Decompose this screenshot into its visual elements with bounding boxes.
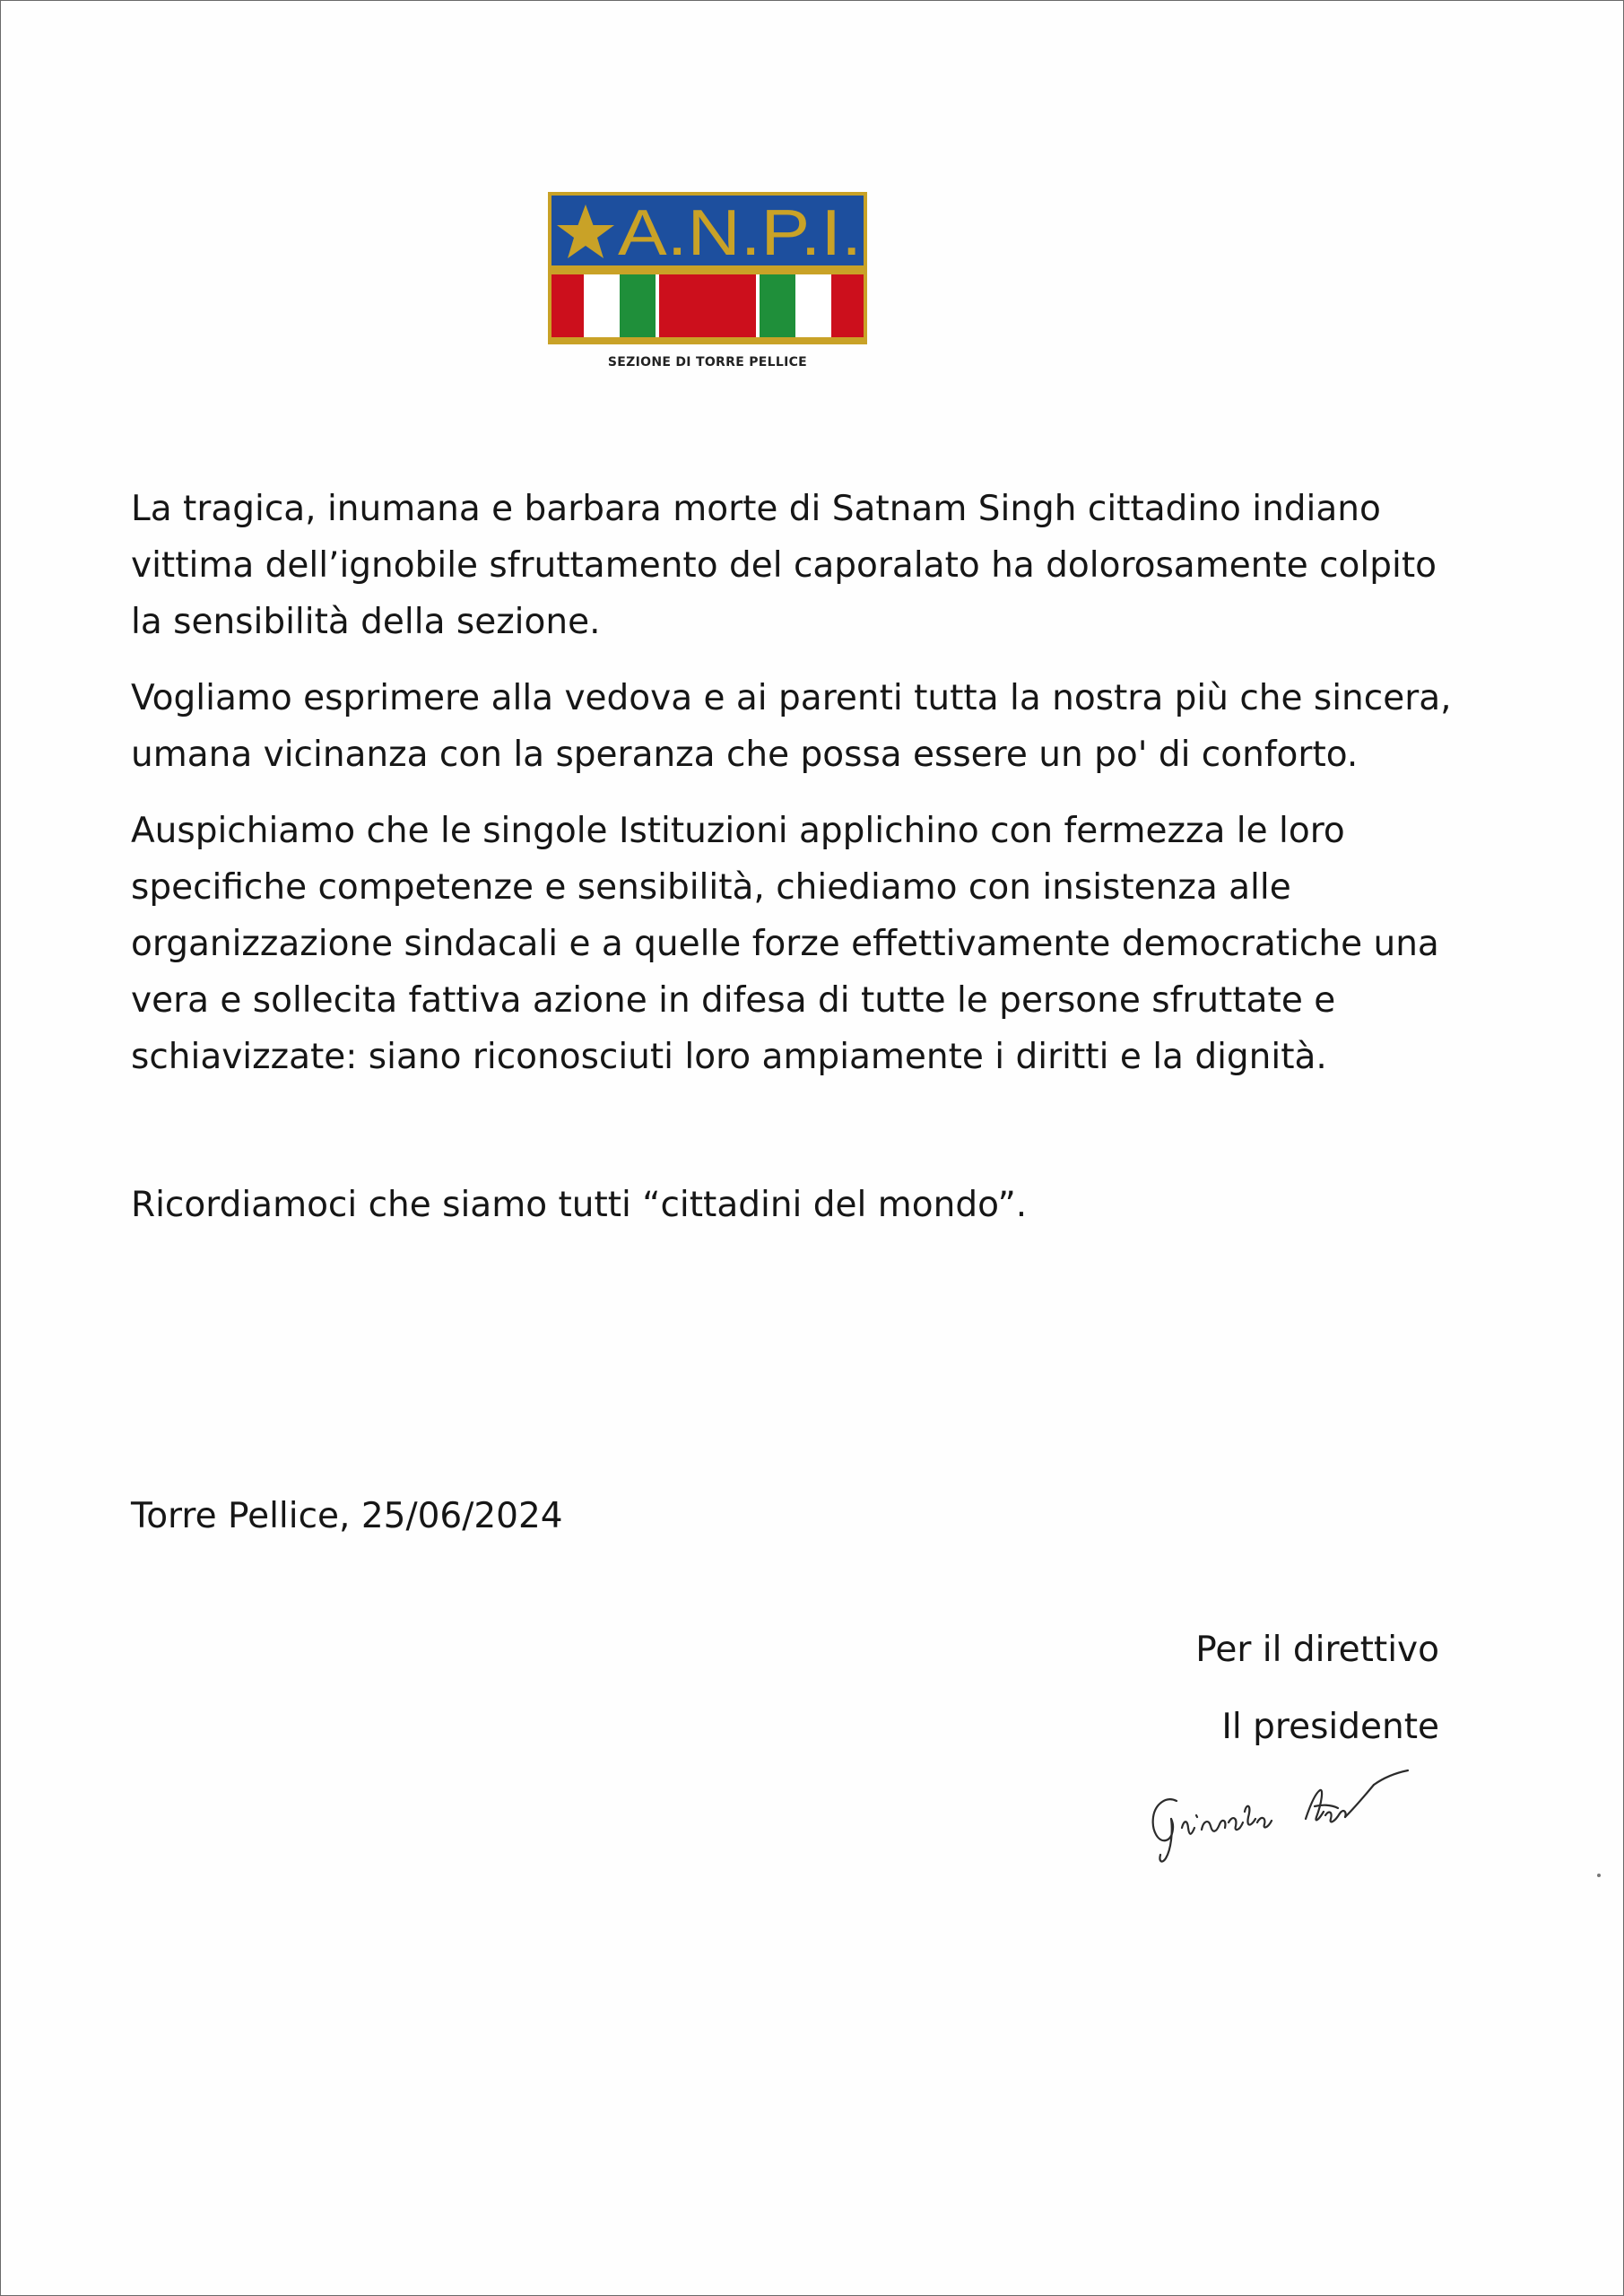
- scan-speck: [1597, 1874, 1601, 1877]
- closing-motto: Ricordiamoci che siamo tutti “cittadini del mondo”.: [131, 1185, 1028, 1225]
- signoff-line-1: Per il direttivo: [1195, 1630, 1439, 1670]
- body-paragraph: Auspichiamo che le singole Istituzioni applichino con fermezza le loro specifiche competenze e sensibilità, chiediamo con insistenza alle organizzazione sindacali e a quelle forze effettivamente democratiche una vera e sollecita fattiva azione in difesa di tutte le persone sfruttate e schiavizzate: siano riconosciuti loro ampiamente i diritti e la dignità.: [131, 811, 1439, 1077]
- signoff-line-2: Il presidente: [1221, 1707, 1439, 1747]
- anpi-logo: [548, 192, 867, 344]
- logo-caption: SEZIONE DI TORRE PELLICE: [607, 355, 808, 370]
- place-and-date: Torre Pellice, 25/06/2024: [131, 1496, 563, 1536]
- logo-lettering: A.N.P.I.: [618, 197, 862, 269]
- body-paragraph: Vogliamo esprimere alla vedova e ai parenti tutta la nostra più che sincera, umana vicinanza con la speranza che possa essere un po' di conforto.: [131, 678, 1452, 775]
- body-paragraph: La tragica, inumana e barbara morte di Satnam Singh cittadino indiano vittima dell’ignobile sfruttamento del caporalato ha dolorosamente colpito la sensibilità della sezione.: [131, 489, 1437, 642]
- letter-body: [131, 481, 1458, 1253]
- handwritten-signature: [1139, 1722, 1462, 1874]
